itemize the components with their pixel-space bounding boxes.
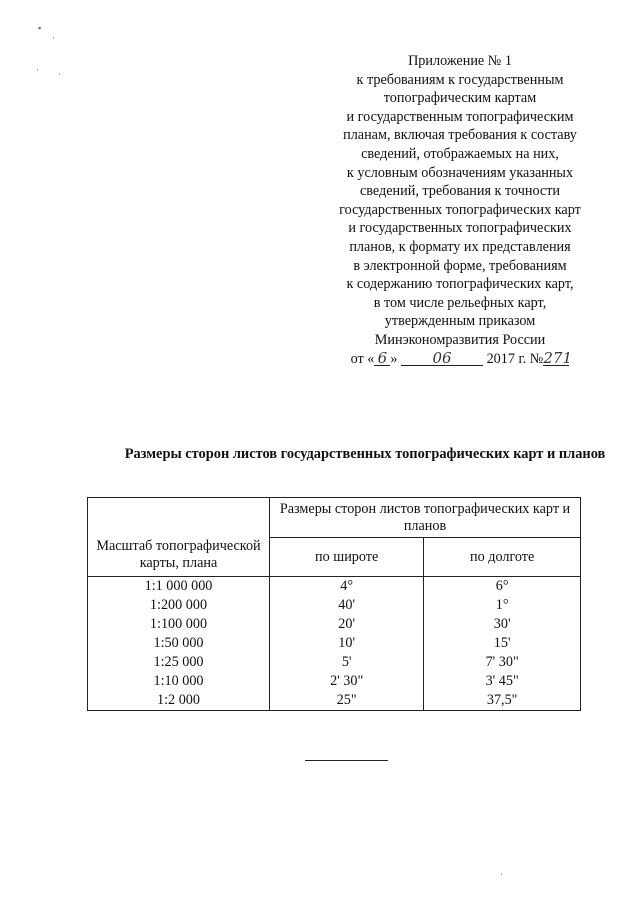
scale-cell: 1:10 000 [88,672,270,691]
appendix-line: государственных топографических карт [339,201,581,218]
scale-cell: 1:25 000 [88,653,270,672]
table-row [88,634,581,653]
longitude-cell: 3' 45" [424,672,581,691]
order-year-text: 2017 г. № [486,350,544,367]
appendix-line: утвержденным приказом [384,313,536,330]
order-month-handwritten: 06 [401,351,483,366]
appendix-line: планам, включая требования к составу [343,127,577,144]
sheet-size-group-header: Размеры сторон листов топографических карт и планов [270,498,581,538]
order-date-prefix: от « [350,350,375,367]
scale-cell: 1:50 000 [88,634,270,653]
appendix-header [322,52,598,368]
latitude-cell: 20' [270,615,424,634]
table-row [88,672,581,691]
longitude-cell: 15' [424,634,581,653]
scan-speck: · [500,869,503,879]
appendix-line: сведений, требования к точности [360,183,560,200]
latitude-cell: 4° [270,577,424,597]
order-day-handwritten: 6 [374,351,390,366]
table-row [88,691,581,711]
appendix-line: Приложение № 1 [408,53,512,69]
latitude-cell: 5' [270,653,424,672]
appendix-line: к требованиям к государственным [356,71,564,88]
scale-cell: 1:2 000 [88,691,270,711]
scale-column-header: Масштаб топографической карты, плана [88,498,270,577]
latitude-cell: 25" [270,691,424,711]
table-row [88,577,581,597]
document-title: Размеры сторон листов государственных топографических карт и планов [124,446,606,462]
latitude-cell: 40' [270,596,424,615]
scale-cell: 1:1 000 000 [88,577,270,597]
longitude-cell: 6° [424,577,581,597]
longitude-cell: 1° [424,596,581,615]
scan-speck: · [58,69,61,79]
footer-rule [305,760,388,761]
appendix-line: сведений, отображаемых на них, [361,145,559,162]
longitude-cell: 30' [424,615,581,634]
table-row [88,596,581,615]
longitude-cell: 37,5" [424,691,581,711]
appendix-line: к содержанию топографических карт, [346,276,574,293]
appendix-line: в том числе рельефных карт, [373,294,547,311]
scale-cell: 1:100 000 [88,615,270,634]
scale-cell: 1:200 000 [88,596,270,615]
order-number-handwritten: 271 [543,348,572,367]
table-row [88,615,581,634]
latitude-column-header: по широте [270,538,424,577]
longitude-column-header: по долготе [424,538,581,577]
scan-speck: · [36,65,39,75]
scan-speck: · [52,33,55,43]
appendix-line: Минэкономразвития России [374,331,546,348]
appendix-line: и государственных топографических [348,220,572,237]
sheet-sizes-table [87,497,581,711]
appendix-line: планов, к формату их представления [349,238,571,255]
appendix-line: в электронной форме, требованиям [353,257,567,274]
appendix-line: к условным обозначениям указанных [346,164,574,181]
appendix-line: и государственным топографическим [346,108,574,125]
longitude-cell: 7' 30" [424,653,581,672]
order-date-line [322,350,598,369]
scan-speck: ▪ [38,23,42,33]
appendix-line: топографическим картам [383,90,537,107]
table-row [88,653,581,672]
latitude-cell: 2' 30" [270,672,424,691]
latitude-cell: 10' [270,634,424,653]
order-date-mid: » [390,350,398,367]
